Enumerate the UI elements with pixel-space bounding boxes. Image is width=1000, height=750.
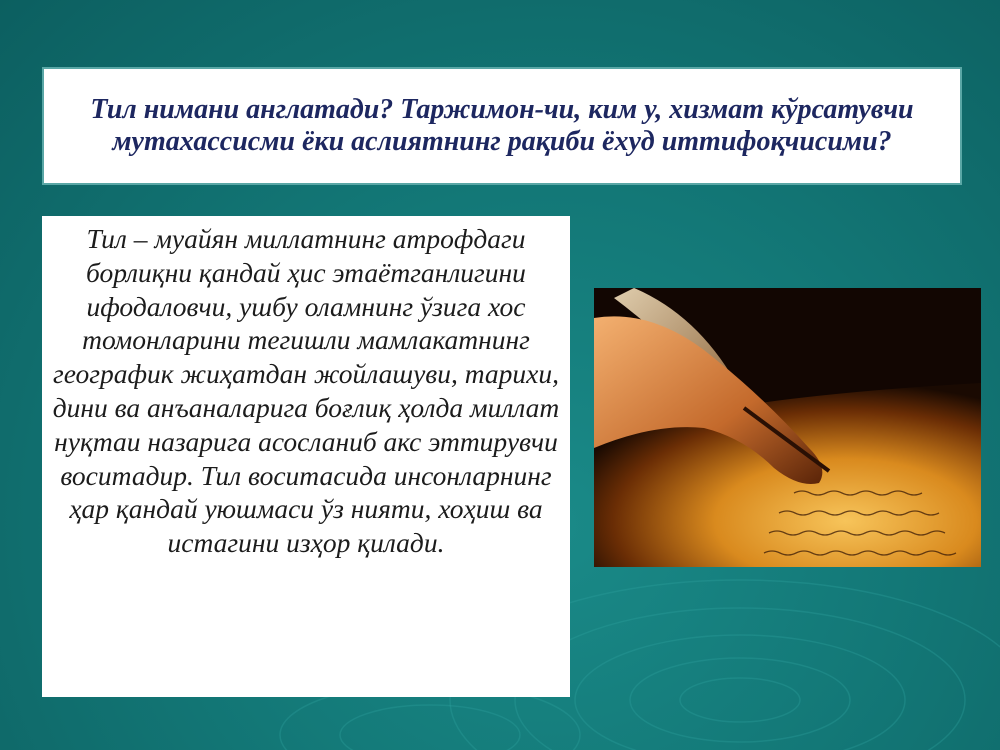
title-box xyxy=(42,67,962,185)
body-text-box xyxy=(42,216,570,697)
quill-writing-photo xyxy=(594,288,981,567)
slide-title: Тил нимани англатади? Таржимон-чи, ким у, хизмат кўрсатувчи мутахассисми ёки аслиятнинг рақиби ёхуд иттифоқчисими? xyxy=(90,94,914,157)
slide-body-text: Тил – муайян миллатнинг атрофдаги борлиқни қандай ҳис этаётганлигини ифодаловчи, ушбу оламнинг ўзига хос томонларини тегишли мамлакатнинг географик жиҳатдан жойлашуви, тарихи, дини ва анъаналарига боғлиқ ҳолда миллат нуқтаи назарига асосланиб акс эттирувчи воситадир. Тил воситасида инсонларнинг ҳар қандай уюшмаси ўз нияти, хоҳиш ва истагини изҳор қилади. xyxy=(52,223,560,559)
